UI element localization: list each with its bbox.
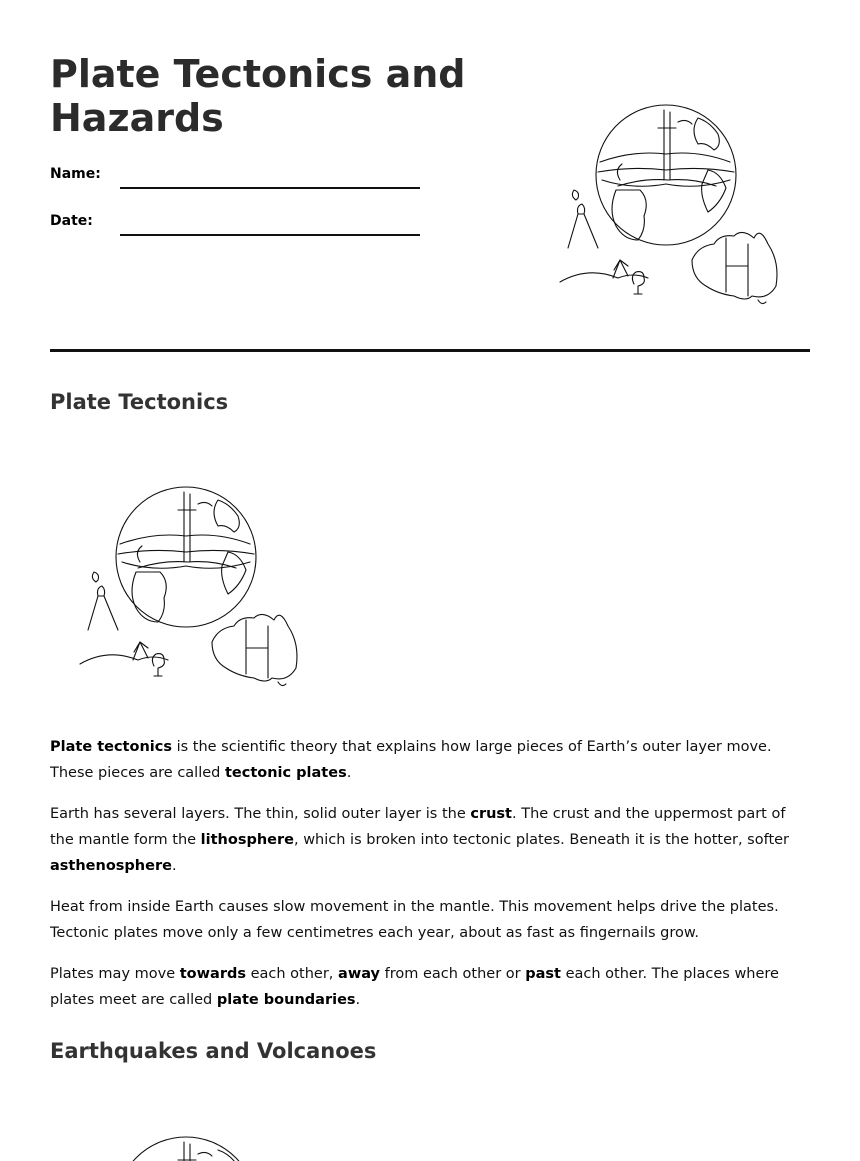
text: is the scientific theory that explains how large pieces of Earth’s outer layer move. These pieces are called (50, 739, 772, 781)
term-asthenosphere: asthenosphere (50, 858, 172, 874)
text: Plates may move (50, 966, 180, 982)
name-label: Name: (50, 166, 101, 182)
text: . The crust and the uppermost part of the mantle form the (50, 806, 786, 848)
term-lithosphere: lithosphere (200, 832, 294, 848)
term-towards: towards (179, 966, 246, 982)
paragraph-mantle-heat (50, 894, 812, 946)
paragraph-plate-movement (50, 961, 812, 1013)
text: . (355, 992, 361, 1008)
worksheet-title (50, 52, 470, 140)
title-line-2: Hazards (50, 96, 224, 140)
term-plate-tectonics: Plate tectonics (50, 739, 172, 755)
paragraph-plate-tectonics (50, 734, 812, 786)
text: each other. The places where plates meet are called (50, 966, 779, 1008)
text: . (171, 858, 177, 874)
section-heading-earthquakes-volcanoes: Earthquakes and Volcanoes (50, 1039, 377, 1063)
text: Heat from inside Earth causes slow movement in the mantle. This movement helps drive the plates. Tectonic plates move only a few centimetres each year, about as fast as fingernails grow. (50, 899, 779, 941)
section-divider (50, 349, 810, 352)
text: , which is broken into tectonic plates. Beneath it is the hotter, softer (293, 832, 790, 848)
date-label: Date: (50, 213, 93, 229)
earth-hazards-illustration-partial (78, 1132, 303, 1161)
term-crust: crust (470, 806, 512, 822)
term-past: past (525, 966, 561, 982)
name-field[interactable] (120, 187, 420, 189)
term-plate-boundaries: plate boundaries (216, 992, 356, 1008)
section-heading-plate-tectonics: Plate Tectonics (50, 390, 229, 414)
term-tectonic-plates: tectonic plates (224, 765, 347, 781)
date-field[interactable] (120, 234, 420, 236)
text: each other, (245, 966, 339, 982)
text: from each other or (380, 966, 526, 982)
paragraph-earth-layers (50, 801, 812, 879)
earth-hazards-illustration (78, 482, 303, 692)
text: Earth has several layers. The thin, solid outer layer is the (50, 806, 471, 822)
title-line-1: Plate Tectonics and (50, 52, 466, 96)
earth-hazards-illustration-header (558, 100, 783, 310)
text: . (346, 765, 352, 781)
term-away: away (338, 966, 381, 982)
